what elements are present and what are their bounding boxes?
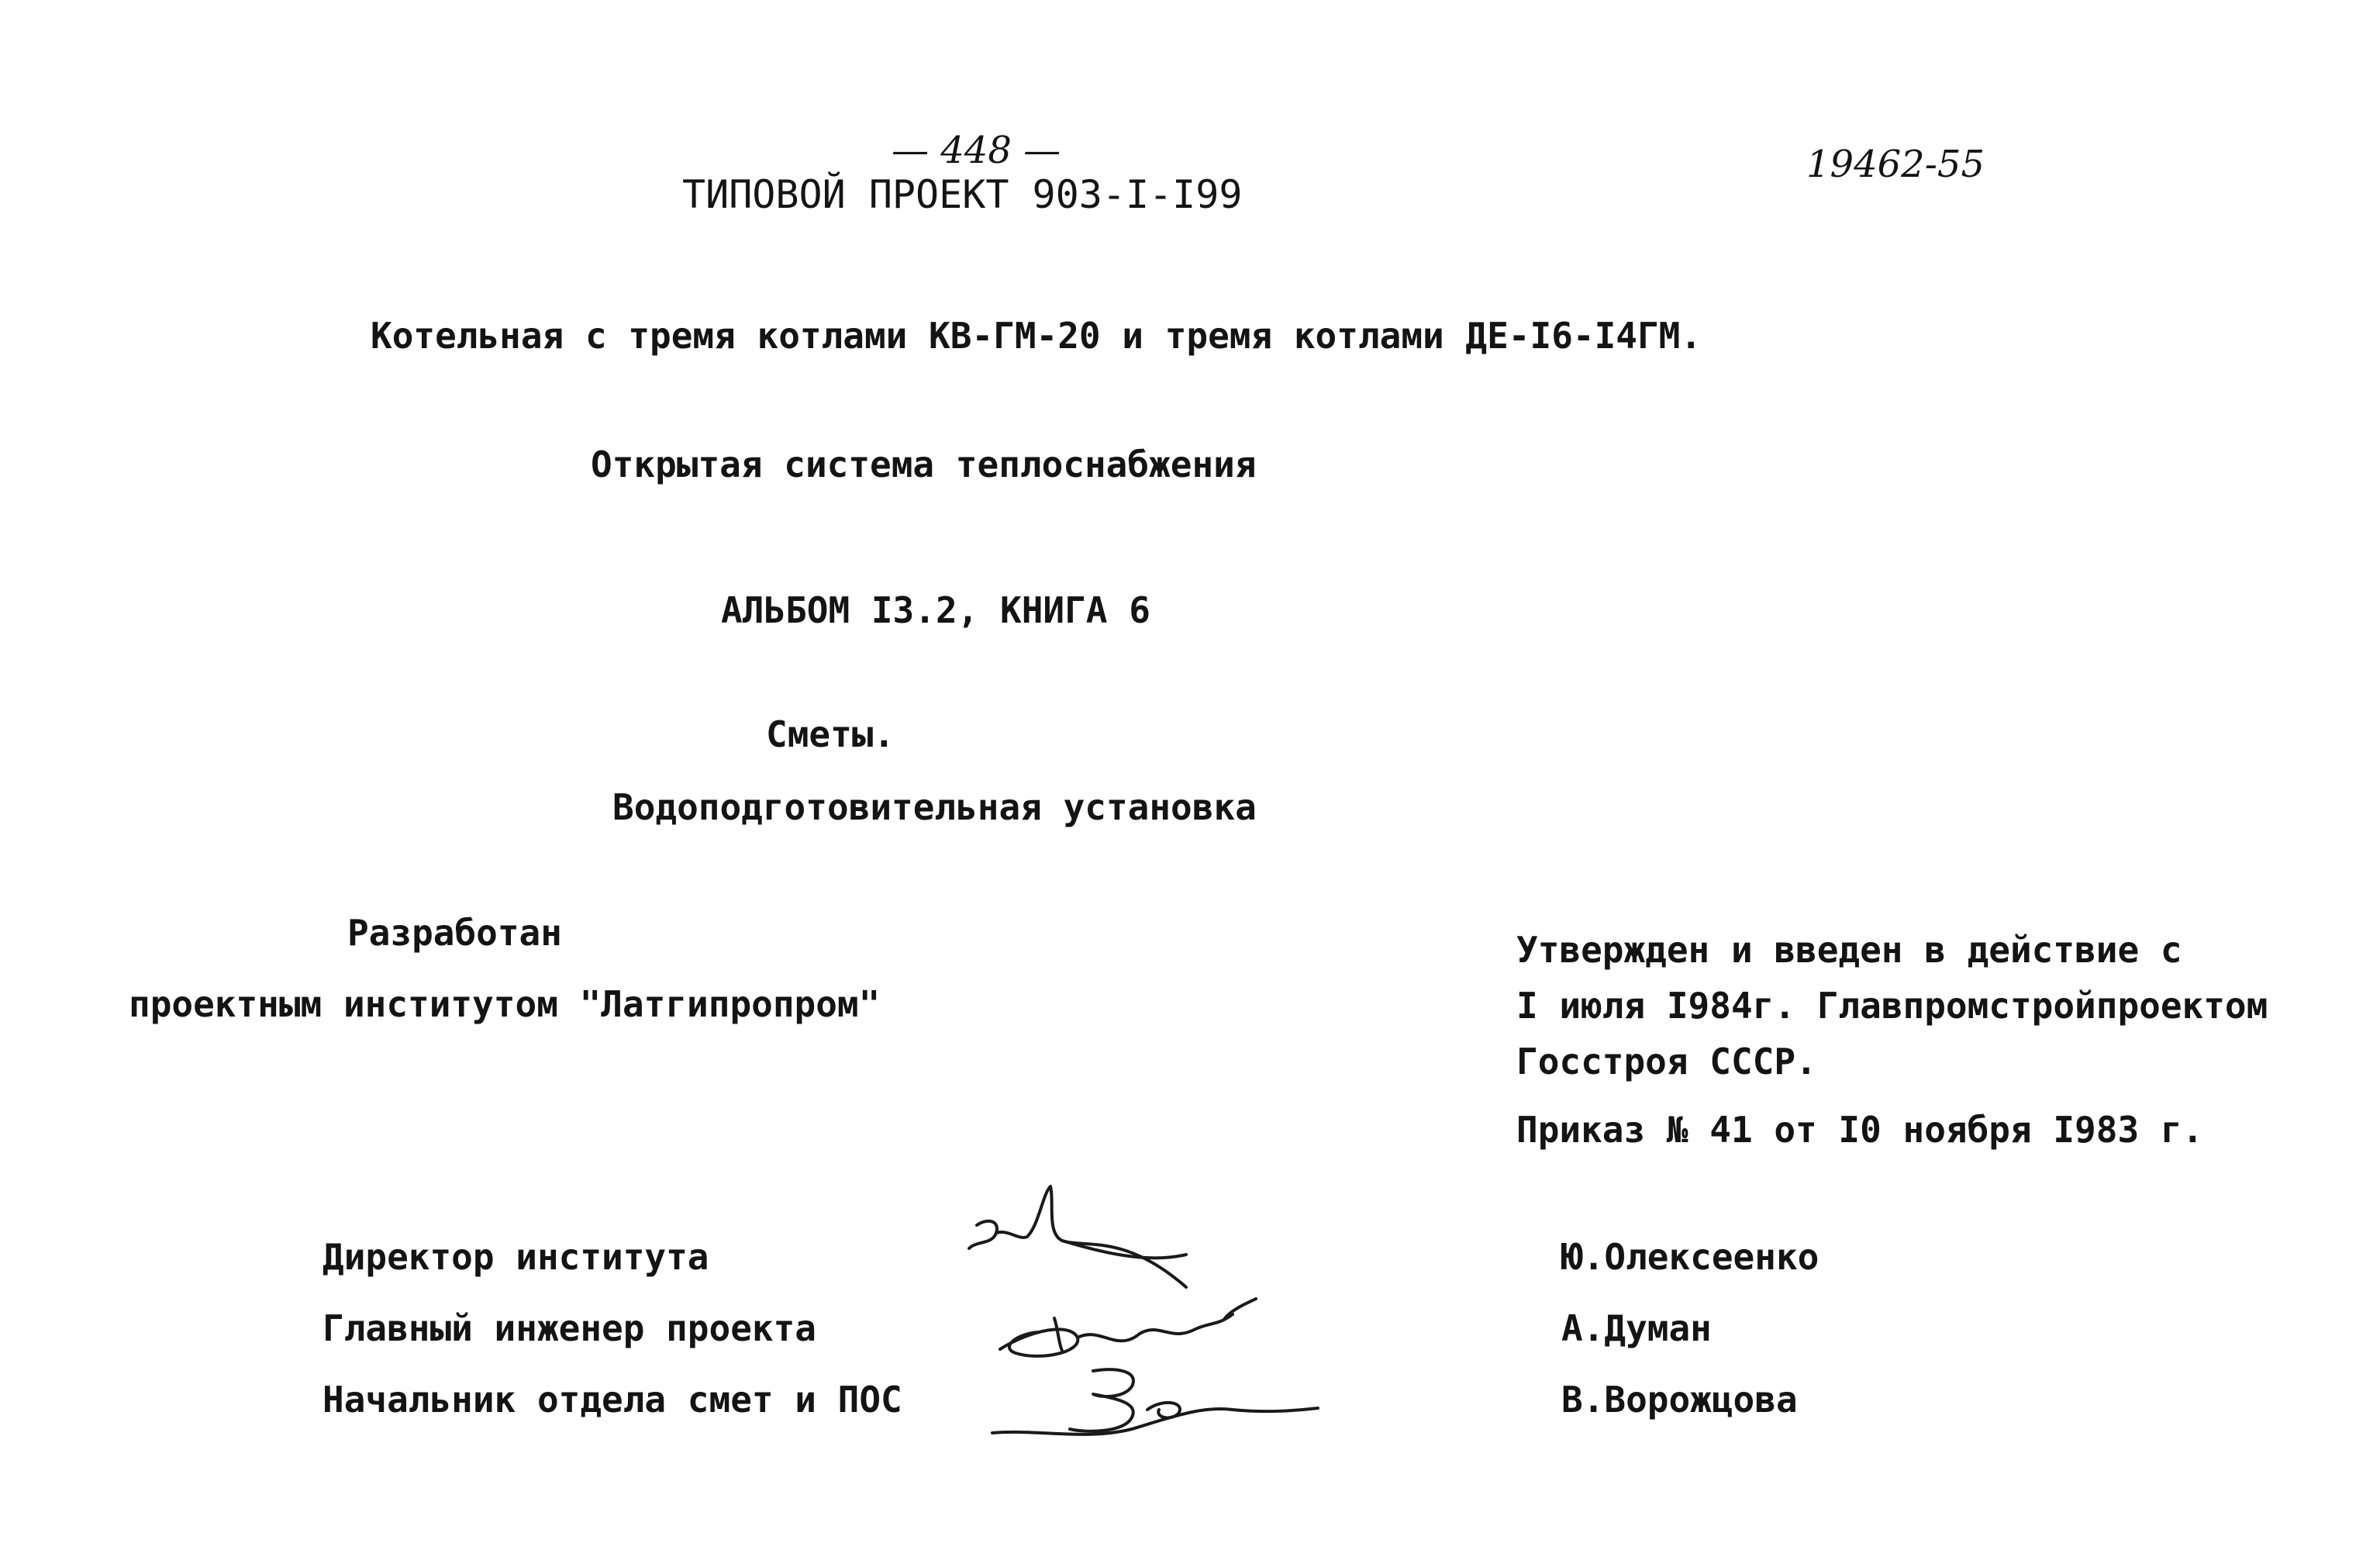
signatory-name: В.Ворожцова [1561,1379,1798,1421]
signatory-position: Директор института [323,1236,709,1278]
album-title: АЛЬБОМ I3.2, КНИГА 6 [721,589,1150,631]
project-title: ТИПОВОЙ ПРОЕКТ 903-I-I99 [682,172,1243,217]
approval-line-1: Утвержден и введен в действие с [1516,929,2182,971]
signatory-position: Главный инженер проекта [323,1307,816,1349]
signatory-position: Начальник отдела смет и ПОС [323,1379,902,1421]
archive-number: 19462-55 [1806,143,1985,186]
approval-order: Приказ № 41 от I0 ноября I983 г. [1516,1109,2204,1151]
signature-director [954,1179,1202,1295]
developer-label: Разработан [347,912,562,954]
page-number: — 448 — [892,129,1061,172]
approval-line-2: I июля I984г. Главпромстройпроектом [1516,985,2268,1027]
boiler-description: Котельная с тремя котлами КВ-ГМ-20 и тремя котлами ДЕ-I6-I4ГМ. [371,315,1702,357]
developer-institute: проектным институтом "Латгипропром" [129,983,881,1025]
signature-head-of-department [977,1355,1326,1448]
subsection-title: Водоподготовительная установка [612,786,1257,828]
section-title: Сметы. [766,713,895,755]
heating-system: Открытая система теплоснабжения [591,444,1257,485]
approval-line-3: Госстроя СССР. [1516,1041,1817,1082]
signatory-name: А.Думан [1561,1307,1712,1349]
signatory-name: Ю.Олексеенко [1561,1236,1819,1278]
